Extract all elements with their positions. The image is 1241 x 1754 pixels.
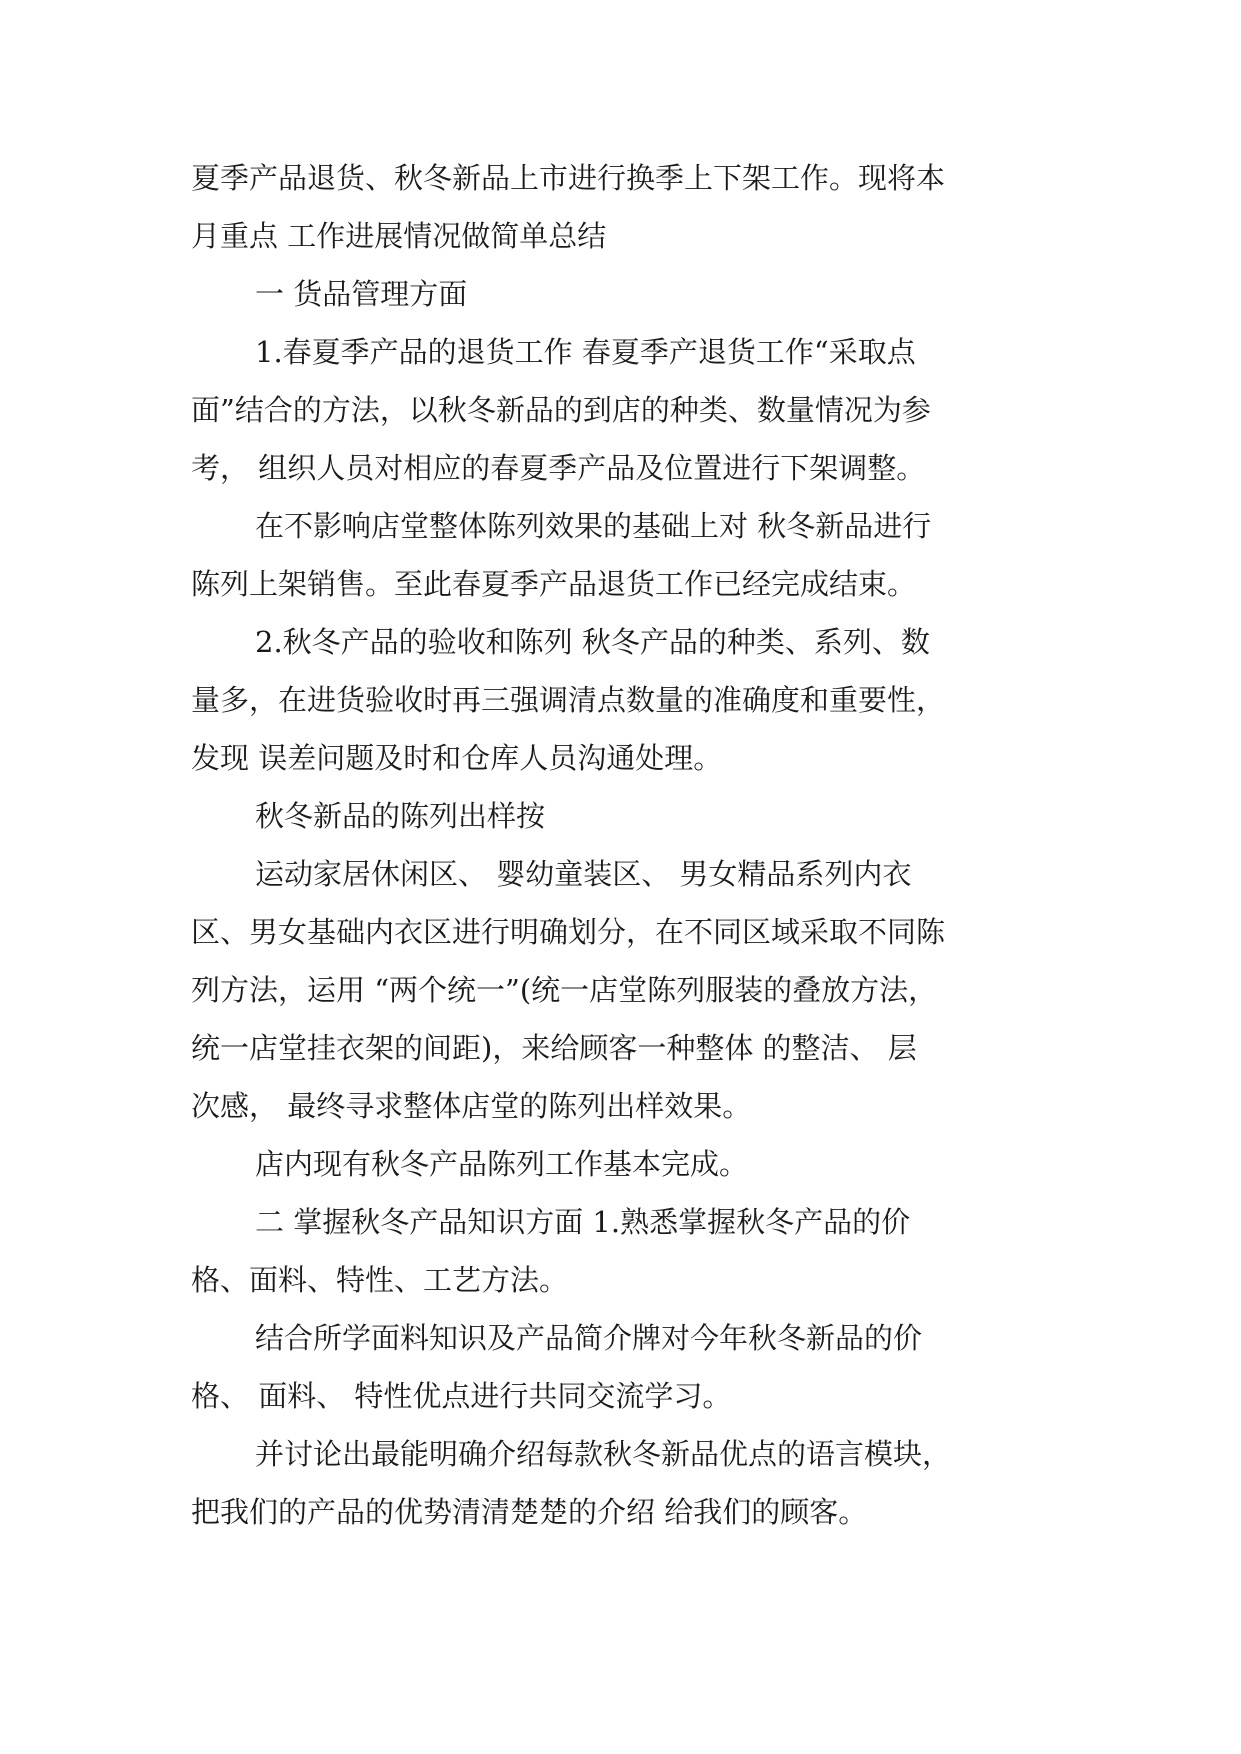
text-line: 考， 组织人员对相应的春夏季产品及位置进行下架调整。	[191, 451, 926, 485]
section-heading: 二 掌握秋冬产品知识方面 1.熟悉掌握秋冬产品的价	[255, 1205, 911, 1239]
text-line: 面”结合的方法，以秋冬新品的到店的种类、数量情况为参	[191, 393, 931, 427]
text-line: 1.春夏季产品的退货工作 春夏季产退货工作“采取点	[255, 335, 916, 369]
text-line: 区、男女基础内衣区进行明确划分，在不同区域采取不同陈	[191, 915, 946, 949]
text-line: 夏季产品退货、秋冬新品上市进行换季上下架工作。现将本	[191, 161, 946, 195]
text-line: 店内现有秋冬产品陈列工作基本完成。	[255, 1147, 749, 1181]
text-line: 月重点 工作进展情况做简单总结	[191, 219, 607, 253]
text-line: 列方法，运用 “两个统一”(统一店堂陈列服装的叠放方法，	[191, 973, 938, 1007]
text-line: 把我们的产品的优势清清楚楚的介绍 给我们的顾客。	[191, 1495, 868, 1529]
text-line: 2.秋冬产品的验收和陈列 秋冬产品的种类、系列、数	[255, 625, 930, 659]
text-line: 次感， 最终寻求整体店堂的陈列出样效果。	[191, 1089, 752, 1123]
text-line: 量多，在进货验收时再三强调清点数量的准确度和重要性，	[191, 683, 946, 717]
text-line: 并讨论出最能明确介绍每款秋冬新品优点的语言模块，	[255, 1437, 952, 1471]
text-line: 秋冬新品的陈列出样按	[255, 799, 546, 833]
text-line: 陈列上架销售。至此春夏季产品退货工作已经完成结束。	[191, 567, 917, 601]
text-line: 格、面料、特性、工艺方法。	[191, 1263, 569, 1297]
text-line: 格、 面料、 特性优点进行共同交流学习。	[191, 1379, 732, 1413]
text-line: 结合所学面料知识及产品简介牌对今年秋冬新品的价	[255, 1321, 923, 1355]
section-heading: 一 货品管理方面	[255, 277, 468, 311]
text-line: 发现 误差问题及时和仓库人员沟通处理。	[191, 741, 723, 775]
text-line: 运动家居休闲区、 婴幼童装区、 男女精品系列内衣	[255, 857, 912, 891]
text-line: 在不影响店堂整体陈列效果的基础上对 秋冬新品进行	[255, 509, 932, 543]
text-line: 统一店堂挂衣架的间距)，来给顾客一种整体 的整洁、 层	[191, 1031, 917, 1065]
